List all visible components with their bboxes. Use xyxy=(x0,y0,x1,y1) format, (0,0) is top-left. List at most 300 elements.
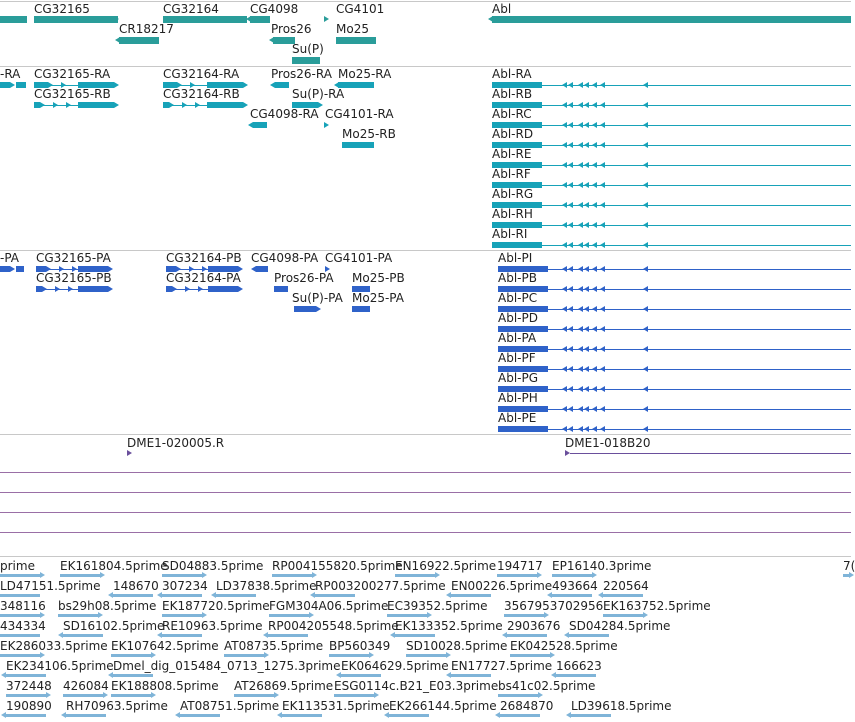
est-block[interactable] xyxy=(334,694,374,697)
feature-block[interactable] xyxy=(294,306,316,312)
strand-arrow-right-icon xyxy=(202,612,207,618)
strand-arrow-right-icon xyxy=(643,612,648,618)
strand-arrow-left-icon xyxy=(598,592,603,598)
strand-arrow-left-icon xyxy=(157,592,162,598)
strand-arrow-left-icon xyxy=(643,366,648,372)
gene-block[interactable] xyxy=(0,16,27,23)
strand-arrow-right-icon xyxy=(243,82,248,88)
protein-label[interactable]: Pros26-PA xyxy=(274,271,334,285)
strand-arrow-left-icon xyxy=(568,142,573,148)
strand-arrow-left-icon xyxy=(568,222,573,228)
abl-exon[interactable] xyxy=(498,426,548,432)
strand-arrow-right-icon xyxy=(312,572,317,578)
est-label[interactable]: 348116 xyxy=(0,599,46,613)
transcript-label[interactable]: CG32164-RB xyxy=(163,87,240,101)
gene-label-sup[interactable]: Su(P) xyxy=(292,42,324,56)
gene-label-mo25[interactable]: Mo25 xyxy=(336,22,369,36)
gene-label-cg32165[interactable]: CG32165 xyxy=(34,2,90,16)
strand-arrow-left-icon xyxy=(592,286,597,292)
transcript-label[interactable]: Abl-RH xyxy=(492,207,533,221)
est-block[interactable] xyxy=(389,714,429,717)
feature-block[interactable] xyxy=(0,266,10,272)
est-block[interactable] xyxy=(451,594,491,597)
strand-arrow-left-icon xyxy=(562,162,567,168)
strand-arrow-right-icon xyxy=(324,122,329,128)
est-label[interactable]: 434334 xyxy=(0,619,46,633)
strand-arrow-left-icon xyxy=(211,592,216,598)
strand-arrow-left-icon xyxy=(568,306,573,312)
est-block[interactable] xyxy=(329,654,369,657)
transcript-label[interactable]: Mo25-RA xyxy=(338,67,392,81)
strand-arrow-right-icon xyxy=(592,572,597,578)
strand-arrow-left-icon xyxy=(592,222,597,228)
strand-arrow-left-icon xyxy=(592,162,597,168)
strand-arrow-left-icon xyxy=(562,346,567,352)
est-block[interactable] xyxy=(395,574,435,577)
est-block[interactable] xyxy=(216,594,256,597)
transcript-label[interactable]: Abl-RE xyxy=(492,147,532,161)
est-label[interactable]: RP003200277.5prime xyxy=(315,579,446,593)
strand-arrow-right-icon xyxy=(195,102,200,108)
gene-block-cg32164[interactable] xyxy=(163,16,247,23)
est-block[interactable] xyxy=(497,574,537,577)
strand-arrow-left-icon xyxy=(336,672,341,678)
strand-arrow-left-icon xyxy=(584,266,589,272)
est-label[interactable]: 3567953702956 xyxy=(504,599,604,613)
strand-arrow-left-icon xyxy=(502,632,507,638)
est-block[interactable] xyxy=(552,594,592,597)
est-label[interactable]: 307234 xyxy=(162,579,208,593)
transcript-label[interactable]: -RA xyxy=(0,67,21,81)
strand-arrow-right-icon xyxy=(151,692,156,698)
strand-arrow-left-icon xyxy=(584,426,589,432)
strand-arrow-left-icon xyxy=(277,712,282,718)
est-block[interactable] xyxy=(0,594,40,597)
est-block[interactable] xyxy=(268,634,308,637)
est-label[interactable]: RE10963.5prime xyxy=(162,619,263,633)
protein-track xyxy=(0,248,851,434)
strand-arrow-left-icon xyxy=(568,386,573,392)
strand-arrow-right-icon xyxy=(127,450,132,456)
est-label[interactable]: EK188808.5prime xyxy=(111,679,219,693)
est-label[interactable]: Dmel_dig_015484_0713_1275.3prime xyxy=(113,659,341,673)
est-block[interactable] xyxy=(113,674,153,677)
strand-arrow-left-icon xyxy=(584,182,589,188)
strand-arrow-left-icon xyxy=(562,122,567,128)
est-block[interactable] xyxy=(6,714,46,717)
strand-arrow-left-icon xyxy=(115,37,120,43)
strand-arrow-left-icon xyxy=(578,142,583,148)
strand-arrow-left-icon xyxy=(562,366,567,372)
transcript-label[interactable]: Abl-RA xyxy=(492,67,532,81)
strand-arrow-left-icon xyxy=(592,266,597,272)
transcript-label[interactable]: Abl-RI xyxy=(492,227,528,241)
strand-arrow-left-icon xyxy=(600,162,605,168)
strand-arrow-left-icon xyxy=(568,366,573,372)
clone-label[interactable]: DME1-020005.R xyxy=(127,436,225,450)
est-block[interactable] xyxy=(113,594,153,597)
est-label[interactable]: 7( xyxy=(843,559,855,573)
strand-arrow-left-icon xyxy=(584,346,589,352)
strand-arrow-left-icon xyxy=(547,592,552,598)
est-block[interactable] xyxy=(0,654,40,657)
est-label[interactable]: 166623 xyxy=(556,659,602,673)
protein-label[interactable]: CG4101-PA xyxy=(325,251,393,265)
transcript-label[interactable]: CG32165-RA xyxy=(34,67,111,81)
est-label[interactable]: prime xyxy=(0,559,35,573)
est-block[interactable] xyxy=(162,594,202,597)
gene-label-cg4098[interactable]: CG4098 xyxy=(250,2,299,16)
est-label[interactable]: 2684870 xyxy=(500,699,554,713)
strand-arrow-left-icon xyxy=(592,366,597,372)
strand-arrow-left-icon xyxy=(643,346,648,352)
transcript-label[interactable]: Abl-RF xyxy=(492,167,531,181)
est-label[interactable]: AT26869.5prime xyxy=(234,679,334,693)
strand-arrow-left-icon xyxy=(568,162,573,168)
est-block[interactable] xyxy=(504,614,544,617)
strand-arrow-left-icon xyxy=(578,82,583,88)
est-label[interactable]: AT08751.5prime xyxy=(180,699,280,713)
gene-block-cg4098[interactable] xyxy=(250,16,270,23)
est-label[interactable]: 220564 xyxy=(603,579,649,593)
gene-block-abl[interactable] xyxy=(492,16,851,23)
est-label[interactable]: FGM304A06.5prime xyxy=(269,599,389,613)
strand-arrow-left-icon xyxy=(562,222,567,228)
est-label[interactable]: SD04883.5prime xyxy=(162,559,264,573)
transcript-label[interactable]: Su(P)-RA xyxy=(292,87,345,101)
strand-arrow-left-icon xyxy=(584,222,589,228)
strand-arrow-left-icon xyxy=(384,712,389,718)
gene-label-abl[interactable]: Abl xyxy=(492,2,512,16)
strand-arrow-right-icon xyxy=(108,286,113,292)
est-label[interactable]: EK286033.5prime xyxy=(0,639,108,653)
strand-arrow-left-icon xyxy=(568,182,573,188)
est-label[interactable]: LD39618.5prime xyxy=(571,699,672,713)
strand-arrow-left-icon xyxy=(568,426,573,432)
strand-arrow-left-icon xyxy=(108,592,113,598)
protein-label[interactable]: CG32164-PA xyxy=(166,271,241,285)
transcript-label[interactable]: CG32165-RB xyxy=(34,87,111,101)
est-block[interactable] xyxy=(269,614,309,617)
strand-arrow-left-icon xyxy=(390,632,395,638)
est-block[interactable] xyxy=(498,694,538,697)
est-block[interactable] xyxy=(0,634,40,637)
strand-arrow-right-icon xyxy=(53,102,58,108)
protein-label[interactable]: Abl-PE xyxy=(498,411,537,425)
est-label[interactable]: SD10028.5prime xyxy=(406,639,508,653)
feature-block[interactable] xyxy=(352,306,370,312)
strand-arrow-left-icon xyxy=(562,82,567,88)
transcript-label[interactable]: Mo25-RB xyxy=(342,127,396,141)
est-label[interactable]: EN16922.5prime xyxy=(395,559,497,573)
strand-arrow-left-icon xyxy=(562,326,567,332)
strand-arrow-left-icon xyxy=(600,266,605,272)
protein-label[interactable]: Mo25-PA xyxy=(352,291,404,305)
strand-arrow-right-icon xyxy=(309,612,314,618)
feature-block[interactable] xyxy=(16,266,24,272)
transcript-label[interactable]: Abl-RB xyxy=(492,87,533,101)
strand-arrow-left-icon xyxy=(600,286,605,292)
est-block[interactable] xyxy=(510,654,550,657)
est-block[interactable] xyxy=(66,714,106,717)
protein-label[interactable]: CG32164-PB xyxy=(166,251,242,265)
strand-arrow-right-icon xyxy=(68,286,73,292)
gene-label-cr18217[interactable]: CR18217 xyxy=(119,22,174,36)
feature-block[interactable] xyxy=(78,102,114,108)
strand-arrow-left-icon xyxy=(584,406,589,412)
feature-block[interactable] xyxy=(274,286,288,292)
est-block[interactable] xyxy=(224,654,264,657)
est-label[interactable]: EP16140.3prime xyxy=(552,559,652,573)
est-label[interactable]: LD47151.5prime xyxy=(0,579,101,593)
protein-label[interactable]: Abl-PF xyxy=(498,351,536,365)
strand-arrow-left-icon xyxy=(584,366,589,372)
est-label[interactable]: EK113531.5prime xyxy=(282,699,390,713)
strand-arrow-left-icon xyxy=(643,426,648,432)
strand-arrow-left-icon xyxy=(562,426,567,432)
est-label[interactable]: 148670 xyxy=(113,579,159,593)
est-block[interactable] xyxy=(603,594,643,597)
strand-arrow-left-icon xyxy=(568,202,573,208)
est-label[interactable]: ESG0114c.B21_E03.3prime xyxy=(334,679,499,693)
est-block[interactable] xyxy=(603,614,643,617)
strand-arrow-right-icon xyxy=(243,102,248,108)
feature-block[interactable] xyxy=(78,286,108,292)
strand-arrow-left-icon xyxy=(592,182,597,188)
transcript-label[interactable]: Abl-RD xyxy=(492,127,534,141)
intron-line xyxy=(169,105,207,106)
protein-label[interactable]: Abl-PD xyxy=(498,311,538,325)
strand-arrow-right-icon xyxy=(374,692,379,698)
strand-arrow-left-icon xyxy=(568,266,573,272)
est-label[interactable]: 426084 xyxy=(63,679,109,693)
est-block[interactable] xyxy=(571,714,611,717)
strand-arrow-left-icon xyxy=(592,122,597,128)
strand-arrow-left-icon xyxy=(562,142,567,148)
strand-arrow-left-icon xyxy=(584,306,589,312)
strand-arrow-left-icon xyxy=(600,406,605,412)
strand-arrow-left-icon xyxy=(643,386,648,392)
gene-label-cg32164[interactable]: CG32164 xyxy=(163,2,219,16)
gene-label-cg4101[interactable]: CG4101 xyxy=(336,2,385,16)
strand-arrow-right-icon xyxy=(274,692,279,698)
est-label[interactable]: bs41c02.5prime xyxy=(498,679,596,693)
est-label[interactable]: EK064629.5prime xyxy=(341,659,449,673)
transcript-label[interactable]: Abl-RC xyxy=(492,107,532,121)
strand-arrow-left-icon xyxy=(61,712,66,718)
est-block[interactable] xyxy=(6,694,46,697)
protein-label[interactable]: Abl-PI xyxy=(498,251,533,265)
transcript-label[interactable]: CG32164-RA xyxy=(163,67,240,81)
est-block[interactable] xyxy=(0,614,40,617)
strand-arrow-right-icon xyxy=(427,612,432,618)
feature-block[interactable] xyxy=(256,266,268,272)
strand-arrow-left-icon xyxy=(578,326,583,332)
est-label[interactable]: EK042528.5prime xyxy=(510,639,618,653)
alignment-line[interactable] xyxy=(0,472,851,473)
strand-arrow-left-icon xyxy=(643,162,648,168)
est-label[interactable]: bs29h08.5prime xyxy=(58,599,157,613)
protein-label[interactable]: CG32165-PB xyxy=(36,271,112,285)
est-label[interactable]: EC39352.5prime xyxy=(387,599,488,613)
strand-arrow-left-icon xyxy=(562,102,567,108)
gene-label-pros26[interactable]: Pros26 xyxy=(271,22,312,36)
clone-label[interactable]: DME1-018B20 xyxy=(565,436,651,450)
est-label[interactable]: EK187720.5prime xyxy=(162,599,270,613)
transcript-label[interactable]: Pros26-RA xyxy=(271,67,332,81)
strand-arrow-left-icon xyxy=(562,386,567,392)
strand-arrow-left-icon xyxy=(562,306,567,312)
gene-block-cg32165[interactable] xyxy=(34,16,118,23)
protein-label[interactable]: Abl-PA xyxy=(498,331,537,345)
protein-label[interactable]: CG32165-PA xyxy=(36,251,111,265)
est-label[interactable]: EK133352.5prime xyxy=(395,619,503,633)
est-label[interactable]: EK107642.5prime xyxy=(111,639,219,653)
strand-arrow-left-icon xyxy=(592,406,597,412)
strand-arrow-right-icon xyxy=(324,16,329,22)
feature-block[interactable] xyxy=(207,102,243,108)
est-label[interactable]: AT08735.5prime xyxy=(224,639,324,653)
est-block[interactable] xyxy=(111,654,151,657)
strand-arrow-left-icon xyxy=(562,286,567,292)
strand-arrow-left-icon xyxy=(643,326,648,332)
transcript-track xyxy=(0,60,851,248)
est-block[interactable] xyxy=(282,714,322,717)
strand-arrow-left-icon xyxy=(568,326,573,332)
est-block[interactable] xyxy=(111,694,151,697)
strand-arrow-left-icon xyxy=(592,102,597,108)
est-block[interactable] xyxy=(180,714,220,717)
est-block[interactable] xyxy=(507,634,547,637)
strand-arrow-left-icon xyxy=(643,202,648,208)
strand-arrow-left-icon xyxy=(1,672,6,678)
strand-arrow-right-icon xyxy=(10,82,15,88)
est-block[interactable] xyxy=(0,574,40,577)
feature-block[interactable] xyxy=(253,122,267,128)
strand-arrow-right-icon xyxy=(169,102,174,108)
est-label[interactable]: EN17727.5prime xyxy=(451,659,553,673)
strand-arrow-right-icon xyxy=(40,572,45,578)
est-block[interactable] xyxy=(63,634,103,637)
est-block[interactable] xyxy=(569,634,609,637)
est-block[interactable] xyxy=(315,594,355,597)
est-label[interactable]: LD37838.5prime xyxy=(216,579,317,593)
strand-arrow-left-icon xyxy=(566,712,571,718)
strand-arrow-left-icon xyxy=(600,326,605,332)
strand-arrow-right-icon xyxy=(40,102,45,108)
est-block[interactable] xyxy=(60,574,100,577)
strand-arrow-left-icon xyxy=(643,306,648,312)
est-label[interactable]: EK161804.5prime xyxy=(60,559,168,573)
est-block[interactable] xyxy=(451,674,491,677)
strand-arrow-right-icon xyxy=(849,572,854,578)
strand-arrow-left-icon xyxy=(578,386,583,392)
alignment-line[interactable] xyxy=(0,492,851,493)
est-block[interactable] xyxy=(162,574,202,577)
strand-arrow-right-icon xyxy=(103,692,108,698)
strand-arrow-left-icon xyxy=(600,122,605,128)
est-label[interactable]: 2903676 xyxy=(507,619,561,633)
strand-arrow-left-icon xyxy=(584,82,589,88)
est-block[interactable] xyxy=(387,614,427,617)
est-label[interactable]: RP004205548.5prime xyxy=(268,619,399,633)
gene-block-cr18217[interactable] xyxy=(119,37,159,44)
est-block[interactable] xyxy=(395,634,435,637)
alignment-line[interactable] xyxy=(0,532,851,533)
est-label[interactable]: EN00226.5prime xyxy=(451,579,553,593)
alignment-line[interactable] xyxy=(0,512,851,513)
est-block[interactable] xyxy=(162,614,202,617)
est-block[interactable] xyxy=(406,654,446,657)
est-block[interactable] xyxy=(58,614,98,617)
protein-label[interactable]: Abl-PB xyxy=(498,271,537,285)
strand-arrow-right-icon xyxy=(446,652,451,658)
strand-arrow-left-icon xyxy=(592,306,597,312)
feature-block[interactable] xyxy=(208,286,238,292)
transcript-label[interactable]: CG4098-RA xyxy=(250,107,319,121)
strand-arrow-left-icon xyxy=(600,386,605,392)
protein-label[interactable]: Mo25-PB xyxy=(352,271,405,285)
feature-block[interactable] xyxy=(16,82,26,88)
est-label[interactable]: RP004155820.5prime xyxy=(272,559,403,573)
protein-label[interactable]: Abl-PC xyxy=(498,291,538,305)
est-label[interactable]: EK163752.5prime xyxy=(603,599,711,613)
est-block[interactable] xyxy=(272,574,312,577)
protein-label[interactable]: Abl-PG xyxy=(498,371,539,385)
est-block[interactable] xyxy=(556,674,596,677)
protein-label[interactable]: -PA xyxy=(0,251,20,265)
est-block[interactable] xyxy=(234,694,274,697)
strand-arrow-right-icon xyxy=(538,692,543,698)
strand-arrow-left-icon xyxy=(1,712,6,718)
est-label[interactable]: 194717 xyxy=(497,559,543,573)
est-label[interactable]: EK266144.5prime xyxy=(389,699,497,713)
strand-arrow-right-icon xyxy=(151,652,156,658)
est-block[interactable] xyxy=(552,574,592,577)
strand-arrow-left-icon xyxy=(643,182,648,188)
feature-block[interactable] xyxy=(275,82,289,88)
strand-arrow-left-icon xyxy=(600,222,605,228)
est-block[interactable] xyxy=(6,674,46,677)
feature-block[interactable] xyxy=(0,82,10,88)
feature-block[interactable] xyxy=(342,142,374,148)
est-label[interactable]: 372448 xyxy=(6,679,52,693)
strand-arrow-left-icon xyxy=(600,202,605,208)
transcript-label[interactable]: CG4101-RA xyxy=(325,107,394,121)
est-block[interactable] xyxy=(500,714,540,717)
est-label[interactable]: EK234106.5prime xyxy=(6,659,114,673)
transcript-label[interactable]: Abl-RG xyxy=(492,187,534,201)
strand-arrow-left-icon xyxy=(643,82,648,88)
est-block[interactable] xyxy=(63,694,103,697)
est-label[interactable]: RH70963.5prime xyxy=(66,699,168,713)
protein-label[interactable]: Su(P)-PA xyxy=(292,291,343,305)
protein-label[interactable]: Abl-PH xyxy=(498,391,538,405)
est-label[interactable]: BP560349 xyxy=(329,639,391,653)
est-block[interactable] xyxy=(162,634,202,637)
est-label[interactable]: SD04284.5prime xyxy=(569,619,671,633)
est-label[interactable]: SD16102.5prime xyxy=(63,619,165,633)
est-label[interactable]: 190890 xyxy=(6,699,52,713)
est-label[interactable]: 493664 xyxy=(552,579,598,593)
protein-label[interactable]: CG4098-PA xyxy=(251,251,319,265)
strand-arrow-left-icon xyxy=(584,122,589,128)
alignment-lines-track xyxy=(0,462,851,554)
gene-track xyxy=(0,0,851,60)
gene-block-mo25[interactable] xyxy=(336,37,376,44)
est-block[interactable] xyxy=(341,674,381,677)
strand-arrow-left-icon xyxy=(578,182,583,188)
